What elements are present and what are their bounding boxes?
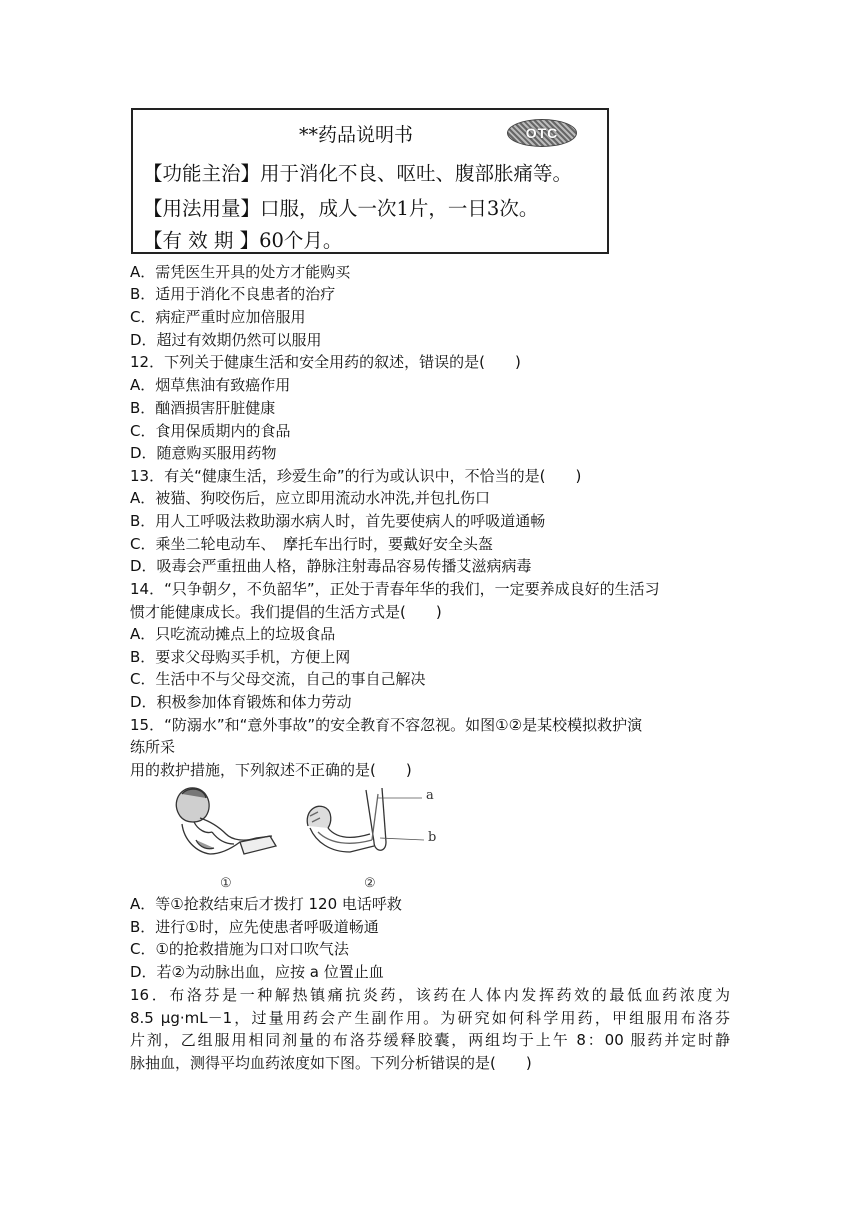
q15-option-c: C．①的抢救措施为口对口吹气法 (130, 940, 349, 958)
q15-stem-line-2: 练所采 (130, 738, 176, 756)
q16-line-4: 脉抽血，测得平均血药浓度如下图。下列分析错误的是( ) (130, 1054, 532, 1072)
q16-line-3: 片剂，乙组服用相同剂量的布洛芬缓释胶囊，两组均于上午 8：00 服药并定时静 (130, 1031, 730, 1049)
q14-option-b: B．要求父母购买手机，方便上网 (130, 648, 351, 666)
figure-label-a: a (426, 788, 434, 803)
figure-label-1: ① (220, 876, 232, 891)
q12-option-c: C．食用保质期内的食品 (130, 422, 291, 440)
q14-option-d: D．积极参加体育锻炼和体力劳动 (130, 693, 352, 711)
drug-usage-line (143, 193, 538, 221)
q13-option-b: B．用人工呼吸法救助溺水病人时，首先要使病人的呼吸道通畅 (130, 512, 546, 530)
q11-option-b: B．适用于消化不良患者的治疗 (130, 285, 336, 303)
q15-option-b: B．进行①时，应先使患者呼吸道畅通 (130, 918, 379, 936)
drug-label-title: **药品说明书 (299, 124, 414, 146)
drug-expiry-label: 【有 效 期 】 (143, 229, 260, 252)
otc-badge-text: OTC (525, 125, 559, 141)
q15-option-d: D．若②为动脉出血，应按 a 位置止血 (130, 963, 384, 981)
q11-option-d: D．超过有效期仍然可以服用 (130, 331, 322, 349)
drug-function-text: 用于消化不良、呕吐、腹部胀痛等。 (260, 162, 573, 185)
drug-expiry-text: 60个月。 (259, 229, 343, 252)
q12-option-d: D．随意购买服用药物 (130, 444, 277, 462)
figure-label-2: ② (364, 876, 376, 891)
q13-option-a: A．被猫、狗咬伤后，应立即用流动水冲洗,并包扎伤口 (130, 489, 491, 507)
otc-badge-icon (507, 119, 577, 147)
q14-option-a: A．只吃流动摊点上的垃圾食品 (130, 625, 336, 643)
drug-usage-label: 【用法用量】 (143, 197, 261, 220)
drug-function-label: 【功能主治】 (143, 162, 261, 185)
q12-option-a: A．烟草焦油有致癌作用 (130, 376, 291, 394)
q15-option-a: A．等①抢救结束后才拨打 120 电话呼救 (130, 895, 402, 913)
q15-stem-line-1: 15．“防溺水”和“意外事故”的安全教育不容忽视。如图①②是某校模拟救护演 (130, 716, 643, 734)
q13-option-d: D．吸毒会严重扭曲人格，静脉注射毒品容易传播艾滋病病毒 (130, 557, 532, 575)
q11-option-a: A．需凭医生开具的处方才能购买 (130, 263, 351, 281)
figure-label-b: b (428, 830, 437, 845)
mouth-to-mouth-illustration (176, 788, 276, 854)
drug-usage-text: 口服，成人一次1片，一日3次。 (260, 197, 539, 220)
q12-stem: 12．下列关于健康生活和安全用药的叙述，错误的是( ) (130, 353, 521, 371)
arm-bleeding-illustration (307, 788, 424, 852)
rescue-illustration (160, 782, 460, 892)
q13-stem: 13．有关“健康生活，珍爱生命”的行为或认识中，不恰当的是( ) (130, 467, 582, 485)
q11-option-c: C．病症严重时应加倍服用 (130, 308, 306, 326)
q12-option-b: B．酗酒损害肝脏健康 (130, 399, 276, 417)
drug-expiry-line (143, 225, 342, 253)
q14-stem-line-1: 14．“只争朝夕，不负韶华”，正处于青春年华的我们，一定要养成良好的生活习 (130, 580, 660, 598)
q14-stem-line-2: 惯才能健康成长。我们提倡的生活方式是( ) (130, 603, 442, 621)
drug-function-line (143, 158, 572, 186)
q14-option-c: C．生活中不与父母交流，自己的事自己解决 (130, 670, 426, 688)
q13-option-c: C．乘坐二轮电动车、 摩托车出行时，要戴好安全头盔 (130, 535, 493, 553)
rescue-figure (160, 782, 460, 896)
q16-line-2: 8.5 μg·mL－1，过量用药会产生副作用。为研究如何科学用药，甲组服用布洛芬 (130, 1009, 730, 1027)
drug-label-box (131, 108, 609, 254)
q16-line-1: 16．布洛芬是一种解热镇痛抗炎药，该药在人体内发挥药效的最低血药浓度为 (130, 986, 730, 1004)
q15-stem-line-3: 用的救护措施，下列叙述不正确的是( ) (130, 761, 412, 779)
